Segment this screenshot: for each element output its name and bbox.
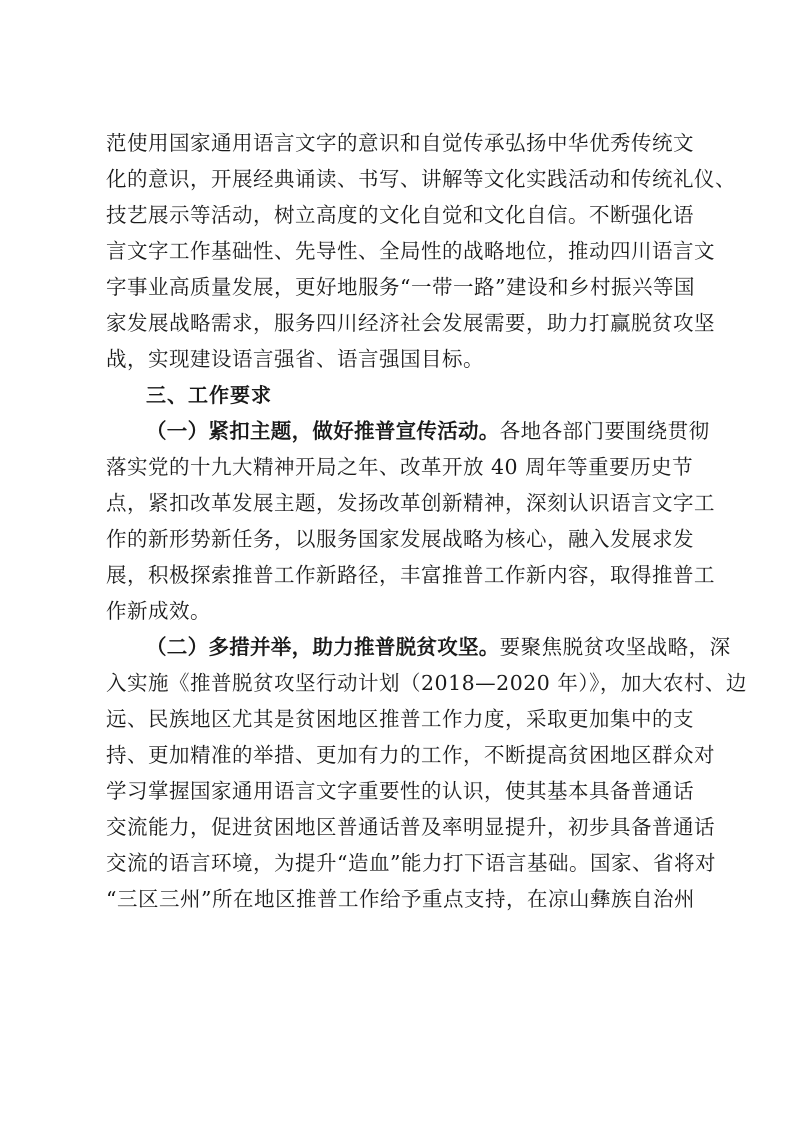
document-body [106,125,747,917]
item2-title: （二）多措并举，助力推普脱贫攻坚。 [146,635,500,659]
body-line: 言文字工作基础性、先导性、全局性的战略地位，推动四川语言文 [106,239,715,263]
body-line: 家发展战略需求，服务四川经济社会发展需要，助力打赢脱贫攻坚 [106,311,715,335]
body-line: 技艺展示等活动，树立高度的文化自觉和文化自信。不断强化语 [106,203,694,227]
item2-line: 入实施《推普脱贫攻坚行动计划（2018—2020 年）》，加大农村、边 [106,671,747,695]
body-line: 战，实现建设语言强省、语言强国目标。 [106,347,484,371]
item2-line: 交流能力，促进贫困地区普通话普及率明显提升，初步具备普通话 [106,815,715,839]
item1-line: 作的新形势新任务，以服务国家发展战略为核心，融入发展求发 [106,527,694,551]
item1-line: 作新成效。 [106,599,211,623]
item2-line: “三区三州”所在地区推普工作给予重点支持，在凉山彝族自治州 [106,887,695,911]
item1-line: 点，紧扣改革发展主题，发扬改革创新精神，深刻认识语言文字工 [106,491,715,515]
item2-first-line [106,629,731,665]
item2-line: 交流的语言环境，为提升“造血”能力打下语言基础。国家、省将对 [106,851,716,875]
item2-line: 学习掌握国家通用语言文字重要性的认识，使其基本具备普通话 [106,779,694,803]
section-heading: 三、工作要求 [146,383,272,407]
body-line: 范使用国家通用语言文字的意识和自觉传承弘扬中华优秀传统文 [106,131,694,155]
item1-first-line [106,413,710,449]
body-line: 字事业高质量发展，更好地服务“一带一路”建设和乡村振兴等国 [106,275,695,299]
item2-line: 持、更加精准的举措、更加有力的工作，不断提高贫困地区群众对 [106,743,715,767]
item1-line: 展，积极探索推普工作新路径，丰富推普工作新内容，取得推普工 [106,563,715,587]
item1-first-line-rest: 各地各部门要围绕贯彻 [499,419,710,443]
item2-line: 远、民族地区尤其是贫困地区推普工作力度，采取更加集中的支 [106,707,694,731]
item2-first-line-rest: 要聚焦脱贫攻坚战略，深 [499,635,731,659]
body-line: 化的意识，开展经典诵读、书写、讲解等文化实践活动和传统礼仪、 [106,167,736,191]
item1-title: （一）紧扣主题，做好推普宣传活动。 [146,419,500,443]
item1-line: 落实党的十九大精神开局之年、改革开放 40 周年等重要历史节 [106,455,694,479]
